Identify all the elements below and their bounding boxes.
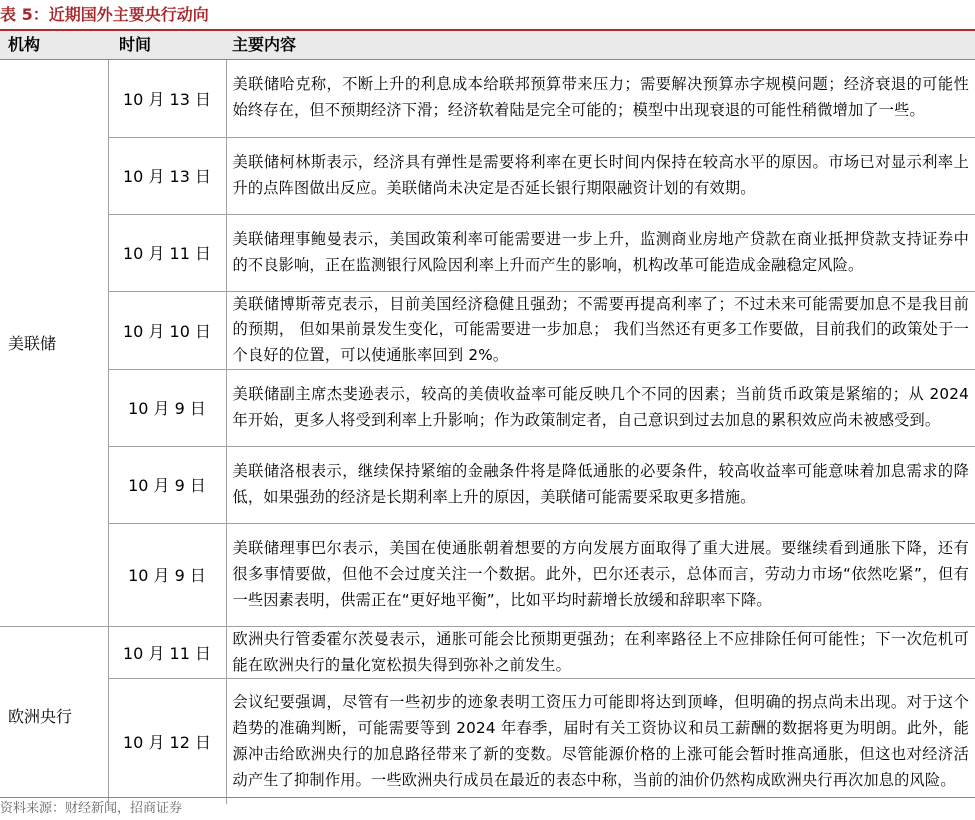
table-row xyxy=(0,214,975,291)
table-row xyxy=(0,446,975,523)
table-header xyxy=(0,31,975,59)
content-cell: 美联储哈克称，不断上升的利息成本给联邦预算带来压力；需要解决预算赤字规模问题；经济衰退的可能性始终存在，但不预期经济下滑；经济软着陆是完全可能的；模型中出现衰退的可能性稍微增加了一些。 xyxy=(232,75,969,120)
table-row xyxy=(0,60,975,137)
header-time: 时间 xyxy=(119,35,152,54)
content-cell: 美联储理事巴尔表示，美国在使通胀朝着想要的方向发展方面取得了重大进展。要继续看到通胀下降，还有很多事情要做，但他不会过度关注一个数据。此外，巴尔还表示，总体而言，劳动力市场“依然吃紧”，但有一些因素表明，供需正在“更好地平衡”，比如平均时薪增长放缓和辞职率下降。 xyxy=(226,523,975,626)
table-row xyxy=(0,137,975,214)
table-row xyxy=(0,523,975,626)
content-cell: 美联储柯林斯表示，经济具有弹性是需要将利率在更长时间内保持在较高水平的原因。市场已对显示利率上升的点阵图做出反应。美联储尚未决定是否延长银行期限融资计划的有效期。 xyxy=(226,137,975,214)
header-content: 主要内容 xyxy=(232,35,297,54)
bottom-rule xyxy=(0,797,975,798)
header-institution: 机构 xyxy=(8,35,41,54)
date-cell: 10 月 9 日 xyxy=(108,369,226,446)
date-cell: 10 月 12 日 xyxy=(108,679,226,804)
date-cell: 10 月 13 日 xyxy=(108,137,226,214)
table-row xyxy=(0,291,975,369)
content-cell: 美联储洛根表示，继续保持紧缩的金融条件将是降低通胀的必要条件，较高收益率可能意味着加息需求的降低，如果强劲的经济是长期利率上升的原因，美联储可能需要采取更多措施。 xyxy=(226,446,975,523)
date-cell: 10 月 11 日 xyxy=(108,214,226,291)
date-cell: 10 月 10 日 xyxy=(108,291,226,369)
content-cell: 欧洲央行管委霍尔茨曼表示，通胀可能会比预期更强劲；在利率路径上不应排除任何可能性；下一次危机可能在欧洲央行的量化宽松损失得到弥补之前发生。 xyxy=(226,626,975,679)
content-cell: 美联储博斯蒂克表示，目前美国经济稳健且强劲；不需要再提高利率了；不过未来可能需要加息不是我目前的预期， 但如果前景发生变化，可能需要进一步加息； 我们当然还有更多工作要做，目前我们的政策处于一个良好的位置，可以使通胀率回到 2%。 xyxy=(226,291,975,369)
institution-cell: 欧洲央行 xyxy=(0,626,108,804)
table-row xyxy=(0,679,975,804)
content-cell: 美联储副主席杰斐逊表示，较高的美债收益率可能反映几个不同的因素；当前货币政策是紧缩的；从 2024 年开始，更多人将受到利率上升影响；作为政策制定者，自己意识到过去加息的累积效应尚未被感受到。 xyxy=(226,369,975,446)
central-bank-table xyxy=(0,60,975,804)
content-cell: 会议纪要强调，尽管有一些初步的迹象表明工资压力可能即将达到顶峰，但明确的拐点尚未出现。对于这个趋势的准确判断，可能需要等到 2024 年春季，届时有关工资协议和员工薪酬的数据将更为明朗。此外，能源冲击给欧洲央行的加息路径带来了新的变数。尽管能源价格的上涨可能会暂时推高通胀，但这也对经济活动产生了抑制作用。一些欧洲央行成员在最近的表态中称，当前的油价仍然构成欧洲央行再次加息的风险。 xyxy=(226,679,975,804)
date-cell: 10 月 9 日 xyxy=(108,446,226,523)
date-cell: 10 月 11 日 xyxy=(108,626,226,679)
content-cell: 美联储理事鲍曼表示，美国政策利率可能需要进一步上升，监测商业房地产贷款在商业抵押贷款支持证券中的不良影响，正在监测银行风险因利率上升而产生的影响，机构改革可能造成金融稳定风险。 xyxy=(226,214,975,291)
institution-cell: 美联储 xyxy=(8,334,57,354)
source-note: 资料来源：财经新闻，招商证券 xyxy=(0,801,183,816)
date-cell: 10 月 9 日 xyxy=(108,523,226,626)
table-row xyxy=(0,369,975,446)
date-cell: 10 月 13 日 xyxy=(108,60,226,137)
table-title: 表 5：近期国外主要央行动向 xyxy=(0,5,209,24)
table-row xyxy=(0,626,975,679)
